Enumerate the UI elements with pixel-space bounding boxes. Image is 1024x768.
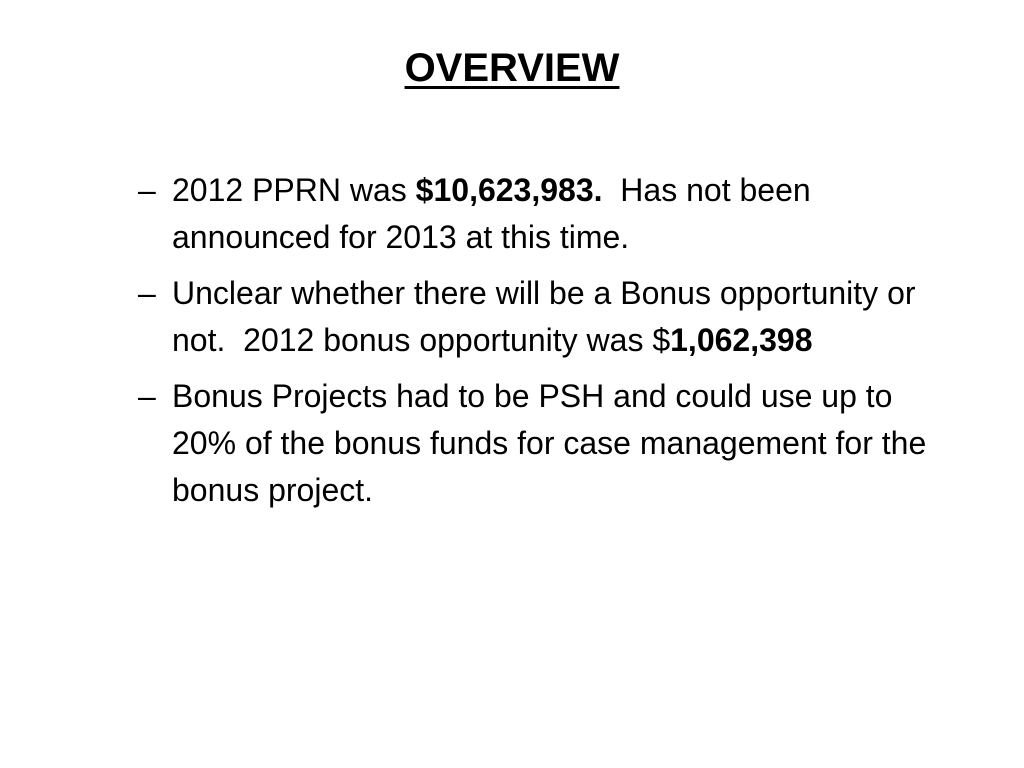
bullet-bold-amount: 1,062,398 <box>670 322 813 358</box>
bullet-item-bonus-projects <box>138 373 958 514</box>
bullet-text: 2012 PPRN was <box>172 172 416 208</box>
bullet-item-bonus-opportunity <box>138 270 958 364</box>
bullet-item-pprn <box>138 167 958 261</box>
bullet-bold-amount: $10,623,983. <box>415 172 603 208</box>
bullet-text-after: Has not been announced for 2013 at this time. <box>172 172 820 255</box>
bullet-list <box>138 167 958 523</box>
bullet-dash: – <box>138 378 156 414</box>
slide-title-text: OVERVIEW <box>404 46 620 90</box>
bullet-dash: – <box>138 172 156 208</box>
bullet-text: Unclear whether there will be a Bonus opportunity or not. 2012 bonus opportunity was $ <box>172 275 925 358</box>
slide-title <box>0 40 1024 96</box>
bullet-text: Bonus Projects had to be PSH and could use up to 20% of the bonus funds for case management for the bonus project. <box>172 378 927 508</box>
bullet-dash: – <box>138 275 156 311</box>
